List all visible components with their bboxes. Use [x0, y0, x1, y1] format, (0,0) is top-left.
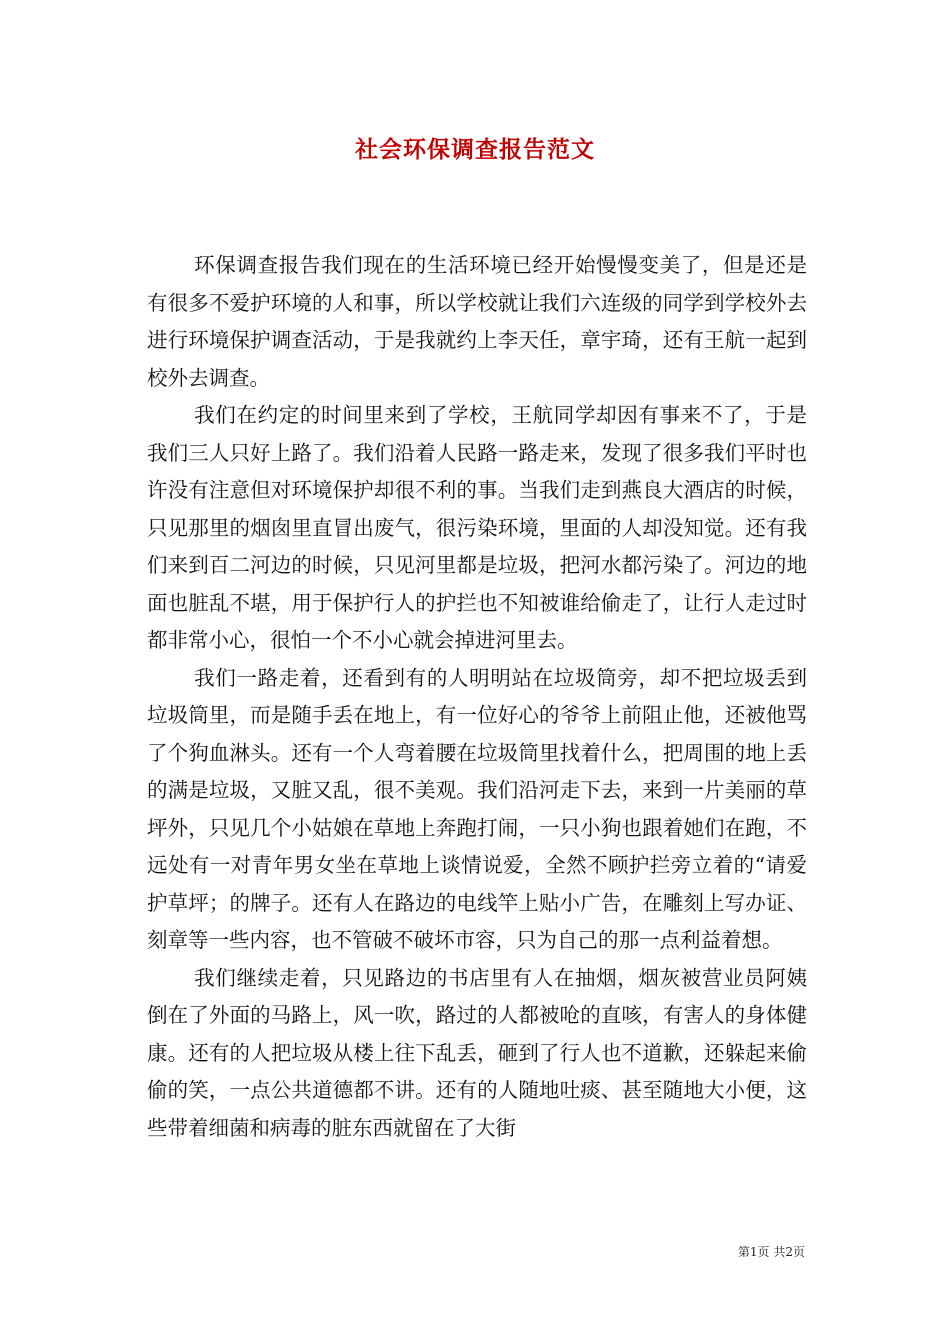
document-body [147, 247, 807, 1147]
paragraph-3: 我们一路走着，还看到有的人明明站在垃圾筒旁，却不把垃圾丢到垃圾筒里，而是随手丢在地上，有一位好心的爷爷上前阻止他，还被他骂了个狗血淋头。还有一个人弯着腰在垃圾筒里找着什么，把周围的地上丢的满是垃圾，又脏又乱，很不美观。我们沿河走下去，来到一片美丽的草坪外，只见几个小姑娘在草地上奔跑打闹，一只小狗也跟着她们在跑，不远处有一对青年男女坐在草地上谈情说爱，全然不顾护拦旁立着的“请爱护草坪；的牌子。还有人在路边的电线竿上贴小广告，在雕刻上写办证、刻章等一些内容，也不管破不破坏市容，只为自己的那一点利益着想。 [147, 665, 807, 952]
paragraph-2: 我们在约定的时间里来到了学校，王航同学却因有事来不了，于是我们三人只好上路了。我们沿着人民路一路走来，发现了很多我们平时也许没有注意但对环境保护却很不利的事。当我们走到燕良大酒店的时候，只见那里的烟囱里直冒出废气，很污染环境，里面的人却没知觉。还有我们来到百二河边的时候，只见河里都是垃圾，把河水都污染了。河边的地面也脏乱不堪，用于保护行人的护拦也不知被谁给偷走了，让行人走过时都非常小心，很怕一个不小心就会掉进河里去。 [147, 403, 807, 652]
document-title: 社会环保调查报告范文 [355, 136, 595, 163]
page-number-footer: 第1页 共2页 [737, 1245, 805, 1259]
paragraph-4: 我们继续走着，只见路边的书店里有人在抽烟，烟灰被营业员阿姨倒在了外面的马路上，风一吹，路过的人都被呛的直咳，有害人的身体健康。还有的人把垃圾从楼上往下乱丢，砸到了行人也不道歉，还躲起来偷偷的笑，一点公共道德都不讲。还有的人随地吐痰、甚至随地大小便，这些带着细菌和病毒的脏东西就留在了大街 [147, 965, 807, 1140]
paragraph-1: 环保调查报告我们现在的生活环境已经开始慢慢变美了，但是还是有很多不爱护环境的人和事，所以学校就让我们六连级的同学到学校外去进行环境保护调查活动，于是我就约上李天任，章宇琦，还有王航一起到校外去调查。 [147, 253, 807, 390]
